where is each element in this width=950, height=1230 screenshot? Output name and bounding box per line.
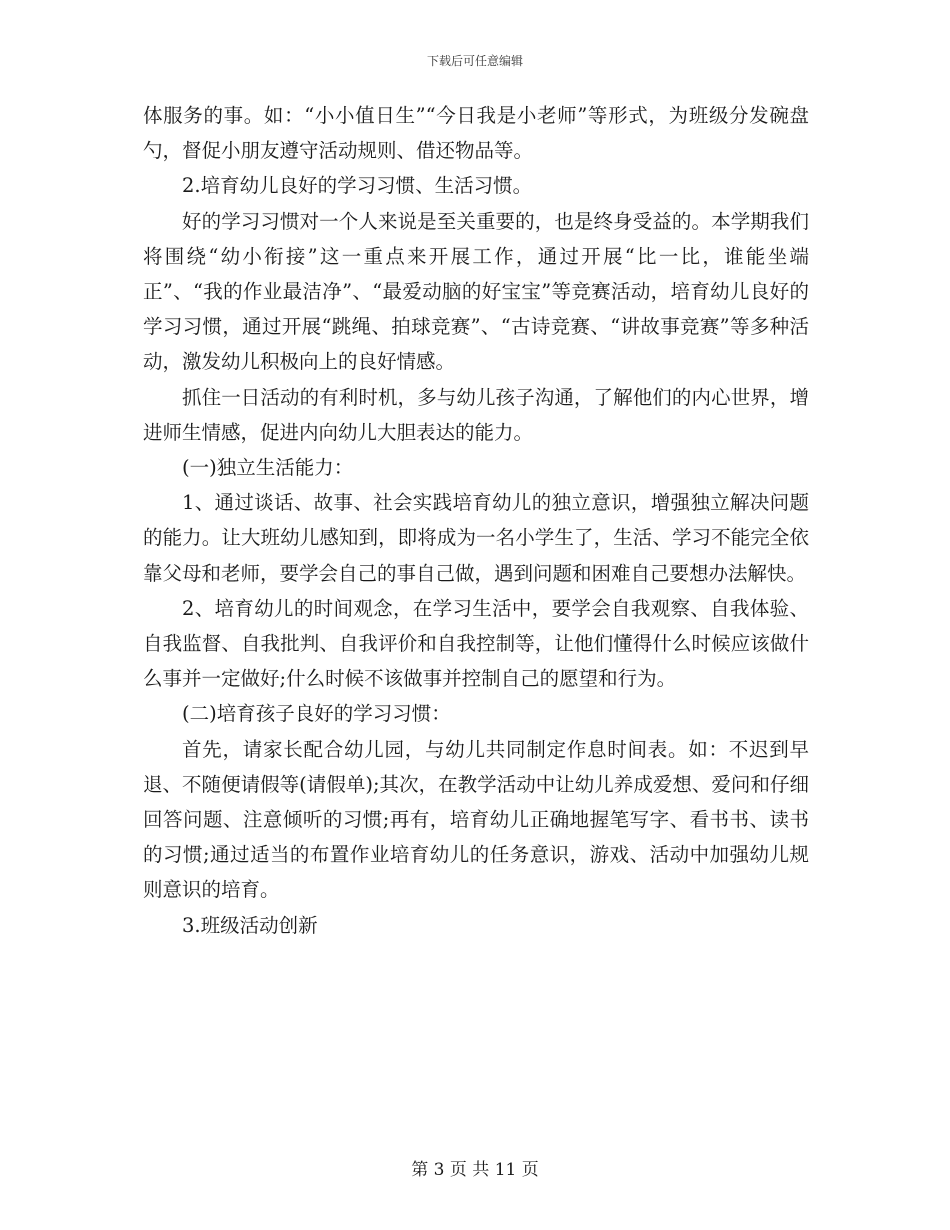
paragraph: 1、通过谈话、故事、社会实践培育幼儿的独立意识，增强独立解决问题的能力。让大班幼儿感知到，即将成为一名小学生了，生活、学习不能完全依靠父母和老师，要学会自己的事自己做，遇到问题和困难自己要想办法解快。 [143, 491, 809, 585]
paragraph: 3.班级活动创新 [182, 913, 318, 937]
paragraph: 好的学习习惯对一个人来说是至关重要的，也是终身受益的。本学期我们将围绕“幼小衔接”这一重点来开展工作，通过开展“比一比，谁能坐端正”、“我的作业最洁净”、“最爱动脑的好宝宝”等竞赛活动，培育幼儿良好的学习习惯，通过开展“跳绳、拍球竞赛”、“古诗竞赛、“讲故事竞赛”等多种活动，激发幼儿积极向上的良好情感。 [143, 209, 809, 374]
paragraph: (二)培育孩子良好的学习习惯： [182, 702, 451, 726]
page-footer: 第 3 页 共 11 页 [411, 1160, 539, 1180]
paragraph: (一)独立生活能力： [182, 456, 354, 480]
paragraph: 首先，请家长配合幼儿园，与幼儿共同制定作息时间表。如：不迟到早退、不随便请假等(请假单);其次，在教学活动中让幼儿养成爱想、爱问和仔细回答问题、注意倾听的习惯;再有，培育幼儿正确地握笔写字、看书书、读书的习惯;通过适当的布置作业培育幼儿的任务意识，游戏、活动中加强幼儿规则意识的培育。 [143, 737, 809, 902]
document-body [143, 98, 809, 943]
paragraph: 2.培育幼儿良好的学习习惯、生活习惯。 [182, 174, 533, 198]
paragraph: 2、培育幼儿的时间观念，在学习生活中，要学会自我观察、自我体验、自我监督、自我批判、自我评价和自我控制等，让他们懂得什么时候应该做什么事并一定做好;什么时候不该做事并控制自己的愿望和行为。 [143, 596, 809, 691]
page-header: 下载后可任意编辑 [426, 54, 523, 68]
paragraph: 体服务的事。如：“小小值日生”“今日我是小老师”等形式，为班级分发碗盘勺，督促小朋友遵守活动规则、借还物品等。 [143, 104, 809, 163]
paragraph: 抓住一日活动的有利时机，多与幼儿孩子沟通，了解他们的内心世界，增进师生情感，促进内向幼儿大胆表达的能力。 [143, 385, 809, 444]
